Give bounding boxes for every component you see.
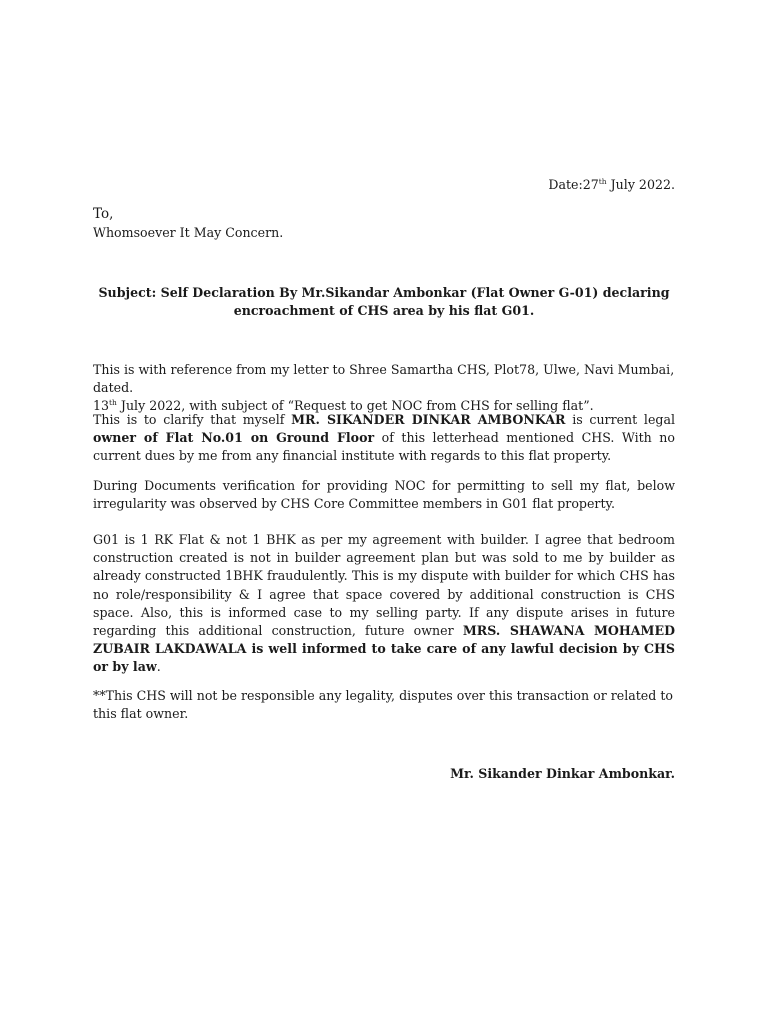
subject-line-2: encroachment of CHS area by his flat G01. [233, 303, 535, 319]
paragraph-reference [93, 361, 675, 416]
paragraph-clarification-text-1: This is to clarify that myself [93, 412, 292, 427]
paragraph-irregularity-end: . [156, 659, 161, 675]
letter-date [548, 176, 675, 194]
paragraph-reference-day: 13 [93, 398, 110, 414]
addressee: Whomsoever It May Concern. [93, 225, 284, 240]
paragraph-verification: During Documents verification for providing NOC for permitting to sell my flat, below irregularity was observed by CHS Core Committee members in G01 flat property. [93, 478, 675, 512]
paragraph-irregularity-text: G01 is 1 RK Flat & not 1 BHK as per my agreement with builder. I agree that bedroom construction created is not in builder agreement plan but was sold to me by builder as already constructed 1BHK fraudulently. This is my dispute with builder for which CHS has no role/responsibility & I agree that space covered by additional construction is CHS space. Also, this is informed case to my selling party. If any dispute arises in future regarding this additional construction, future owner [93, 532, 675, 639]
future-owner-bold: MRS. SHAWANA MOHAMED ZUBAIR LAKDAWALA is well informed to take care of any lawful decision by CHS or by law [93, 623, 675, 675]
paragraph-disclaimer: **This CHS will not be responsible any legality, disputes over this transaction or related to this flat owner. [93, 688, 673, 722]
owner-name-bold: MR. SIKANDER DINKAR AMBONKAR [291, 412, 566, 427]
date-superscript: th [598, 176, 607, 186]
paragraph-clarification-text-3: of this letterhead mentioned CHS. With no current dues by me from any financial institute with regards to this flat property. [93, 430, 675, 464]
paragraph-clarification [93, 411, 675, 466]
subject-line-1: Subject: Self Declaration By Mr.Sikandar Ambonkar (Flat Owner G-01) declaring [98, 285, 670, 300]
paragraph-irregularity [93, 531, 675, 677]
subject-line [93, 284, 675, 320]
date-text: Date:27 [548, 177, 599, 192]
flat-details-bold: owner of Flat No.01 on Ground Floor [93, 430, 375, 446]
paragraph-clarification-text-2: is current legal [565, 412, 675, 427]
paragraph-reference-day-sup: th [109, 398, 117, 408]
paragraph-reference-text-a: This is with reference from my letter to Shree Samartha CHS, Plot78, Ulwe, Navi Mumbai, dated. [93, 362, 675, 396]
paragraph-reference-text-b: July 2022, with subject of “Request to get NOC from CHS for selling flat”. [116, 398, 594, 414]
signature-name: Mr. Sikander Dinkar Ambonkar. [450, 766, 675, 781]
date-month-year: July 2022. [606, 177, 675, 192]
salutation: To, [93, 206, 114, 222]
